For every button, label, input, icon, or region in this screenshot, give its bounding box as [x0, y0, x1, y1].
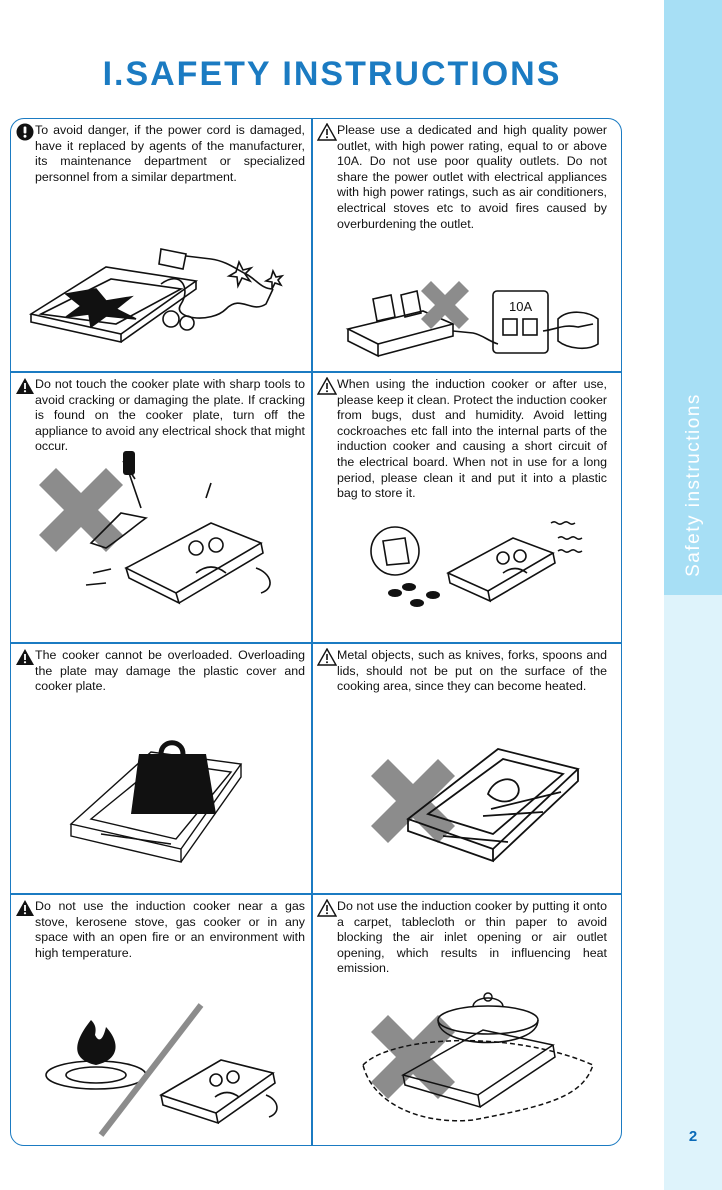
instruction-text: To avoid danger, if the power cord is damaged, have it replaced by agents of the manufacturer, its maintenance department or specialized personnel from a similar department.	[35, 123, 305, 184]
instruction-metal-objects	[313, 644, 609, 896]
sharp-tools-illustration	[11, 373, 307, 642]
instruction-overload	[11, 644, 307, 896]
weight-icon	[131, 754, 216, 814]
instruction-text: When using the induction cooker or after use, please keep it clean. Protect the induction cooker from bugs, dust and humidity. Avoid letting cockroaches etc fall into the internal parts of the induction cooker and causing a short circuit of the electrical board. When not in use for a long period, please clean it and put it into a plastic bag to store it.	[337, 377, 608, 501]
side-tab-text: Safety instructions	[683, 393, 704, 577]
carpet-illustration	[313, 895, 609, 1146]
side-tab-label	[668, 370, 720, 600]
instruction-power-cord	[11, 119, 307, 371]
instruction-text: Please use a dedicated and high quality power outlet, with high power rating, equal to or above 10A. Do not use poor quality outlets. Do not share the power outlet with electrical appliances with high power ratings, such as air conditioners, electrical stoves etc to avoid fires caused by overburdening the outlet.	[337, 123, 607, 231]
prohibited-cross-icon	[39, 468, 123, 552]
open-fire-illustration	[11, 895, 307, 1146]
instructions-grid	[10, 118, 622, 1146]
instruction-text: Metal objects, such as knives, forks, spoons and lids, should not be put on the surface of the cooking area, since they can become heated.	[337, 648, 607, 694]
page-number: 2	[688, 1128, 698, 1145]
page-title: I.SAFETY INSTRUCTIONS	[102, 55, 562, 93]
outlet-rating-label: 10A	[509, 299, 533, 314]
overload-illustration	[11, 644, 307, 893]
instruction-text: Do not use the induction cooker near a gas stove, kerosene stove, gas cooker or in any space with an open fire or an environment with high temperature.	[35, 899, 305, 960]
prohibited-cross-icon	[421, 281, 469, 329]
instruction-open-fire	[11, 895, 307, 1146]
outlet-illustration	[313, 119, 609, 371]
instruction-carpet	[313, 895, 609, 1146]
instruction-keep-clean	[313, 373, 609, 625]
instruction-power-outlet	[313, 119, 609, 371]
instruction-sharp-tools	[11, 373, 307, 625]
metal-objects-illustration	[313, 644, 609, 893]
instruction-text: Do not use the induction cooker by putting it onto a carpet, tablecloth or thin paper to avoid blocking the air inlet opening or air outlet opening, which results in influencing heat emission.	[337, 899, 607, 976]
prohibited-cross-icon	[371, 1015, 455, 1099]
damaged-cord-illustration	[11, 119, 307, 371]
fire-icon	[77, 1020, 115, 1065]
keep-clean-illustration	[313, 373, 609, 642]
instruction-text: The cooker cannot be overloaded. Overloading the plate may damage the plastic cover and cooker plate.	[35, 648, 305, 694]
instruction-text: Do not touch the cooker plate with sharp tools to avoid cracking or damaging the plate. If cracking is found on the cooker plate, turn off the appliance to avoid any electrical shock that might occur.	[35, 377, 305, 454]
